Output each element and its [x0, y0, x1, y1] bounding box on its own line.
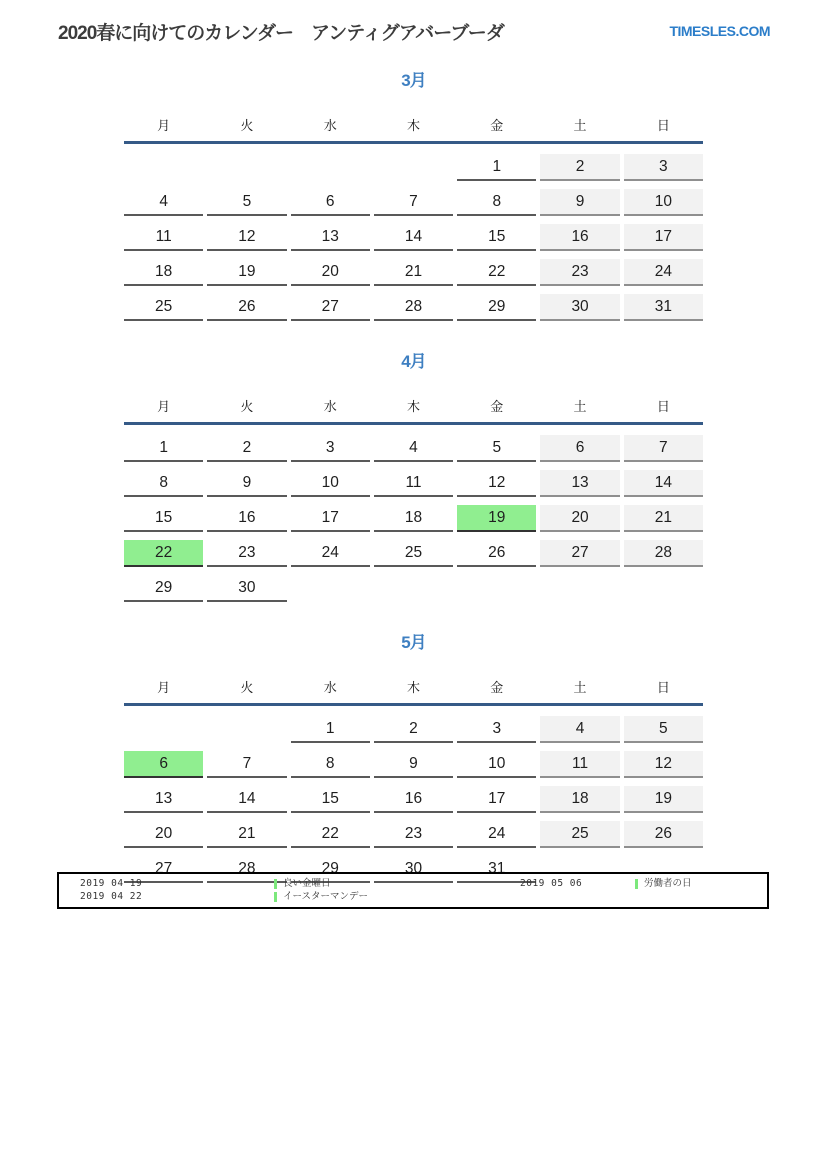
holiday-marker-icon [274, 892, 277, 902]
day-cell: 28 [374, 294, 453, 321]
weekday-label: 日 [656, 680, 670, 695]
day-cell: 29 [291, 856, 370, 883]
day-cell: 19 [207, 259, 286, 286]
day-cell: 2 [374, 716, 453, 743]
weekday-label: 水 [323, 399, 337, 414]
empty-cell [624, 575, 703, 600]
day-cell: 8 [291, 751, 370, 778]
day-cell: 5 [457, 435, 536, 462]
day-cell: 16 [540, 224, 619, 251]
weekday-header-row [124, 115, 703, 144]
legend-date-column [520, 877, 582, 890]
month-grid [124, 706, 703, 883]
empty-cell [540, 575, 619, 600]
legend-date: 2019 04 22 [80, 891, 143, 902]
legend-item [274, 877, 368, 890]
day-cell: 28 [207, 856, 286, 883]
site-logo-link[interactable]: TIMESLES.COM [669, 23, 770, 39]
weekday-label: 木 [406, 118, 420, 133]
day-cell: 31 [624, 294, 703, 321]
weekday-label: 木 [406, 680, 420, 695]
day-cell: 20 [291, 259, 370, 286]
empty-cell [207, 154, 286, 179]
weekday-label: 金 [490, 118, 504, 133]
day-cell: 19 [624, 786, 703, 813]
day-cell: 3 [291, 435, 370, 462]
day-cell: 11 [540, 751, 619, 778]
legend-label-column [274, 877, 368, 903]
day-cell: 19 [457, 505, 536, 532]
day-cell: 30 [207, 575, 286, 602]
day-cell: 14 [207, 786, 286, 813]
weekday-header-row [124, 677, 703, 706]
legend-date: 2019 04 19 [80, 878, 143, 889]
weekday-label: 土 [573, 680, 587, 695]
day-cell: 30 [540, 294, 619, 321]
day-cell: 6 [540, 435, 619, 462]
weekday-label: 日 [656, 118, 670, 133]
page-title: 2020春に向けてのカレンダー アンティグアバーブーダ [58, 23, 504, 44]
day-cell: 12 [207, 224, 286, 251]
page-header [58, 18, 770, 45]
month-calendar [124, 628, 703, 883]
empty-cell [291, 575, 370, 600]
day-cell: 3 [457, 716, 536, 743]
month-calendar [124, 66, 703, 321]
day-cell: 15 [457, 224, 536, 251]
weekday-label: 土 [573, 118, 587, 133]
day-cell: 7 [374, 189, 453, 216]
day-cell: 22 [457, 259, 536, 286]
holiday-marker-icon [635, 879, 638, 889]
legend-label: 労働者の日 [644, 878, 692, 889]
day-cell: 22 [291, 821, 370, 848]
day-cell: 2 [540, 154, 619, 181]
day-cell: 13 [540, 470, 619, 497]
empty-cell [124, 716, 203, 741]
legend-label: イースターマンデー [283, 891, 369, 902]
day-cell: 16 [207, 505, 286, 532]
legend-item [635, 877, 692, 890]
day-cell: 18 [124, 259, 203, 286]
month-grid [124, 144, 703, 321]
day-cell: 22 [124, 540, 203, 567]
weekday-label: 水 [323, 680, 337, 695]
day-cell: 15 [291, 786, 370, 813]
day-cell: 21 [207, 821, 286, 848]
legend-date: 2019 05 06 [520, 878, 583, 889]
day-cell: 9 [540, 189, 619, 216]
day-cell: 26 [624, 821, 703, 848]
empty-cell [374, 575, 453, 600]
legend-label: 良い金曜日 [283, 878, 331, 889]
day-cell: 27 [540, 540, 619, 567]
legend-label-column [635, 877, 692, 890]
day-cell: 13 [291, 224, 370, 251]
day-cell: 17 [291, 505, 370, 532]
month-calendar [124, 347, 703, 602]
day-cell: 10 [291, 470, 370, 497]
day-cell: 6 [291, 189, 370, 216]
day-cell: 21 [374, 259, 453, 286]
day-cell: 20 [124, 821, 203, 848]
day-cell: 9 [207, 470, 286, 497]
day-cell: 27 [291, 294, 370, 321]
empty-cell [457, 575, 536, 600]
day-cell: 11 [374, 470, 453, 497]
weekday-header-row [124, 396, 703, 425]
months [124, 66, 703, 909]
weekday-label: 土 [573, 399, 587, 414]
weekday-label: 火 [240, 680, 254, 695]
day-cell: 8 [457, 189, 536, 216]
day-cell: 23 [540, 259, 619, 286]
day-cell: 12 [457, 470, 536, 497]
day-cell: 28 [624, 540, 703, 567]
month-title: 4月 [401, 352, 426, 371]
weekday-label: 日 [656, 399, 670, 414]
day-cell: 21 [624, 505, 703, 532]
legend-date-column [80, 877, 142, 903]
day-cell: 31 [457, 856, 536, 883]
day-cell: 7 [624, 435, 703, 462]
day-cell: 5 [624, 716, 703, 743]
day-cell: 4 [124, 189, 203, 216]
day-cell: 1 [457, 154, 536, 181]
weekday-label: 金 [490, 399, 504, 414]
weekday-label: 水 [323, 118, 337, 133]
day-cell: 23 [207, 540, 286, 567]
day-cell: 1 [291, 716, 370, 743]
month-grid [124, 425, 703, 602]
day-cell: 16 [374, 786, 453, 813]
day-cell: 17 [624, 224, 703, 251]
day-cell: 9 [374, 751, 453, 778]
day-cell: 24 [624, 259, 703, 286]
day-cell: 25 [124, 294, 203, 321]
day-cell: 17 [457, 786, 536, 813]
day-cell: 4 [540, 716, 619, 743]
day-cell: 7 [207, 751, 286, 778]
day-cell: 29 [124, 575, 203, 602]
day-cell: 5 [207, 189, 286, 216]
weekday-label: 月 [157, 118, 171, 133]
month-title: 5月 [401, 633, 426, 652]
day-cell: 25 [540, 821, 619, 848]
day-cell: 13 [124, 786, 203, 813]
weekday-label: 火 [240, 399, 254, 414]
weekday-label: 月 [157, 399, 171, 414]
weekday-label: 月 [157, 680, 171, 695]
empty-cell [207, 716, 286, 741]
day-cell: 15 [124, 505, 203, 532]
day-cell: 18 [374, 505, 453, 532]
day-cell: 8 [124, 470, 203, 497]
empty-cell [374, 154, 453, 179]
day-cell: 14 [624, 470, 703, 497]
day-cell: 11 [124, 224, 203, 251]
weekday-label: 金 [490, 680, 504, 695]
day-cell: 27 [124, 856, 203, 883]
day-cell: 10 [457, 751, 536, 778]
month-title: 3月 [401, 71, 426, 90]
day-cell: 4 [374, 435, 453, 462]
day-cell: 10 [624, 189, 703, 216]
holiday-marker-icon [274, 879, 277, 889]
day-cell: 18 [540, 786, 619, 813]
day-cell: 30 [374, 856, 453, 883]
day-cell: 24 [291, 540, 370, 567]
day-cell: 12 [624, 751, 703, 778]
empty-cell [124, 154, 203, 179]
day-cell: 26 [207, 294, 286, 321]
weekday-label: 木 [406, 399, 420, 414]
day-cell: 2 [207, 435, 286, 462]
day-cell: 23 [374, 821, 453, 848]
day-cell: 26 [457, 540, 536, 567]
day-cell: 14 [374, 224, 453, 251]
day-cell: 20 [540, 505, 619, 532]
day-cell: 24 [457, 821, 536, 848]
holiday-legend [57, 872, 769, 909]
legend-item [274, 890, 368, 903]
day-cell: 3 [624, 154, 703, 181]
day-cell: 29 [457, 294, 536, 321]
empty-cell [291, 154, 370, 179]
day-cell: 6 [124, 751, 203, 778]
weekday-label: 火 [240, 118, 254, 133]
day-cell: 25 [374, 540, 453, 567]
day-cell: 1 [124, 435, 203, 462]
